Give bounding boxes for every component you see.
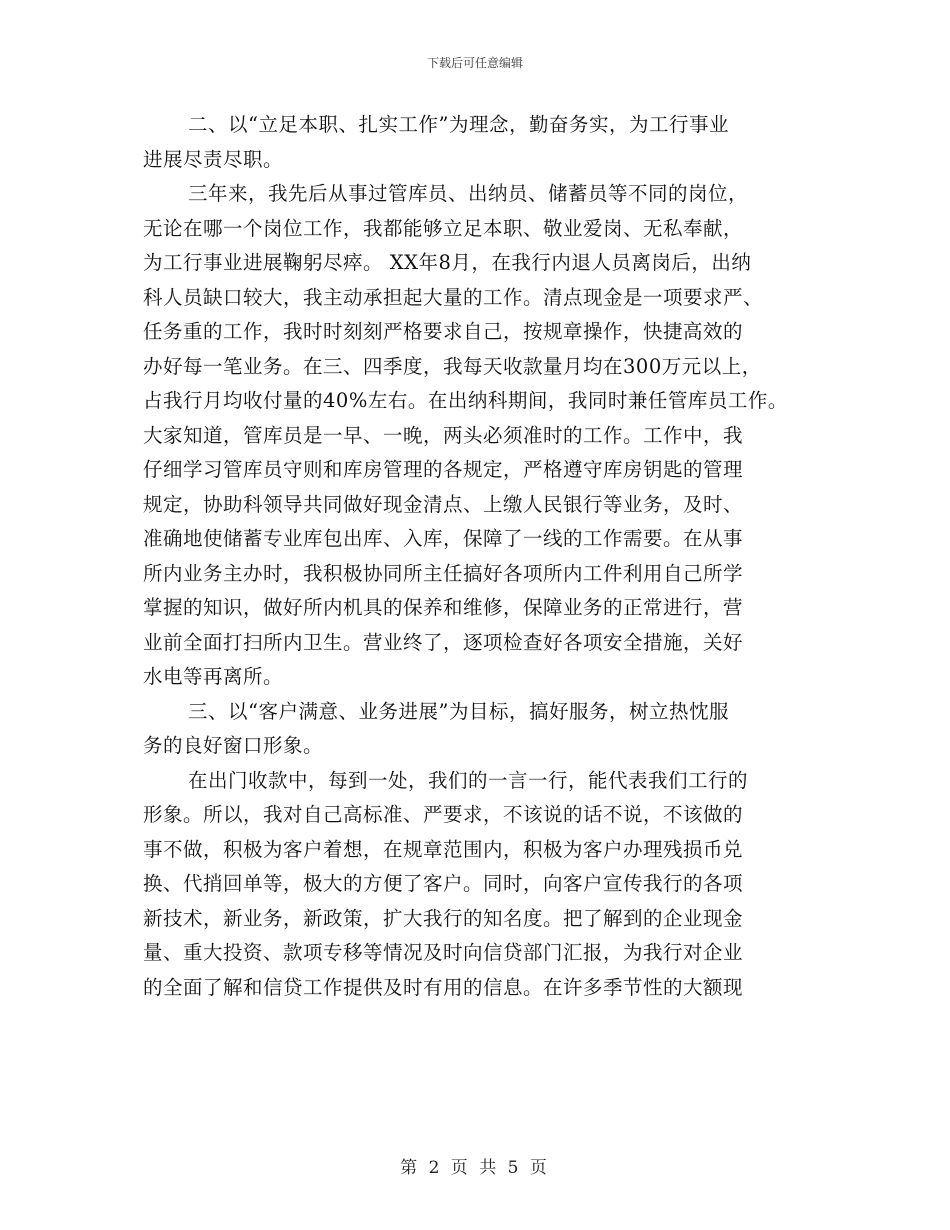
text-line: 所内业务主办时，我积极协同所主任搞好各项所内工件利用自己所学 <box>143 561 744 585</box>
text-line: 大家知道，管库员是一早、一晚，两头必须准时的工作。工作中，我 <box>143 423 744 447</box>
text-line: 办好每一笔业务。在三、四季度，我每天收款量月均在300万元以上， <box>143 354 762 378</box>
text-line: 三年来，我先后从事过管库员、出纳员、储蓄员等不同的岗位， <box>188 182 749 205</box>
text-line: 仔细学习管库员守则和库房管理的各规定，严格遵守库房钥匙的管理 <box>143 458 744 481</box>
text-line: 水电等再离所。 <box>143 665 284 688</box>
text-line: 形象。所以，我对自己高标准、严要求，不该说的话不说，不该做的 <box>143 803 744 826</box>
text-line: 量、重大投资、款项专移等情况及时向信贷部门汇报，为我行对企业 <box>143 941 744 964</box>
text-line: 占我行月均收付量的40%左右。在出纳科期间，我同时兼任管库员工作。 <box>143 389 788 412</box>
text-line: 新技术，新业务，新政策，扩大我行的知名度。把了解到的企业现金 <box>143 906 744 930</box>
text-line: 掌握的知识，做好所内机具的保养和维修，保障业务的正常进行，营 <box>143 596 744 619</box>
text-line: 在出门收款中，每到一处，我们的一言一行，能代表我们工行的 <box>188 768 749 792</box>
text-line: 三、以“客户满意、业务进展”为目标，搞好服务，树立热忱服 <box>188 699 729 723</box>
text-line: 准确地使储蓄专业库包出库、入库，保障了一线的工作需要。在从事 <box>143 527 744 550</box>
page-header: 下载后可任意编辑 <box>426 56 523 70</box>
page-number-footer: 第 2 页 共 5 页 <box>400 1158 550 1178</box>
text-line: 规定，协助科领导共同做好现金清点、上缴人民银行等业务，及时、 <box>143 492 744 516</box>
text-line: 无论在哪一个岗位工作，我都能够立足本职、敬业爱岗、无私奉献， <box>143 216 744 240</box>
text-line: 科人员缺口较大，我主动承担起大量的工作。清点现金是一项要求严、 <box>143 285 764 309</box>
text-line: 为工行事业进展鞠躬尽瘁。 XX年8月，在我行内退人员离岗后，出纳 <box>143 251 752 274</box>
text-line: 事不做，积极为客户着想，在规章范围内，积极为客户办理残损币兑 <box>143 837 744 861</box>
text-line: 进展尽责尽职。 <box>143 147 284 171</box>
text-line: 业前全面打扫所内卫生。营业终了，逐项检查好各项安全措施，关好 <box>143 630 744 654</box>
text-line: 二、以“立足本职、扎实工作”为理念，勤奋务实，为工行事业 <box>188 113 729 136</box>
text-line: 任务重的工作，我时时刻刻严格要求自己，按规章操作，快捷高效的 <box>143 320 744 343</box>
text-line: 换、代捎回单等，极大的方便了客户。同时，向客户宣传我行的各项 <box>143 872 744 895</box>
document-body <box>143 108 823 1005</box>
text-line: 的全面了解和信贷工作提供及时有用的信息。在许多季节性的大额现 <box>143 975 744 999</box>
text-line: 务的良好窗口形象。 <box>143 734 324 757</box>
